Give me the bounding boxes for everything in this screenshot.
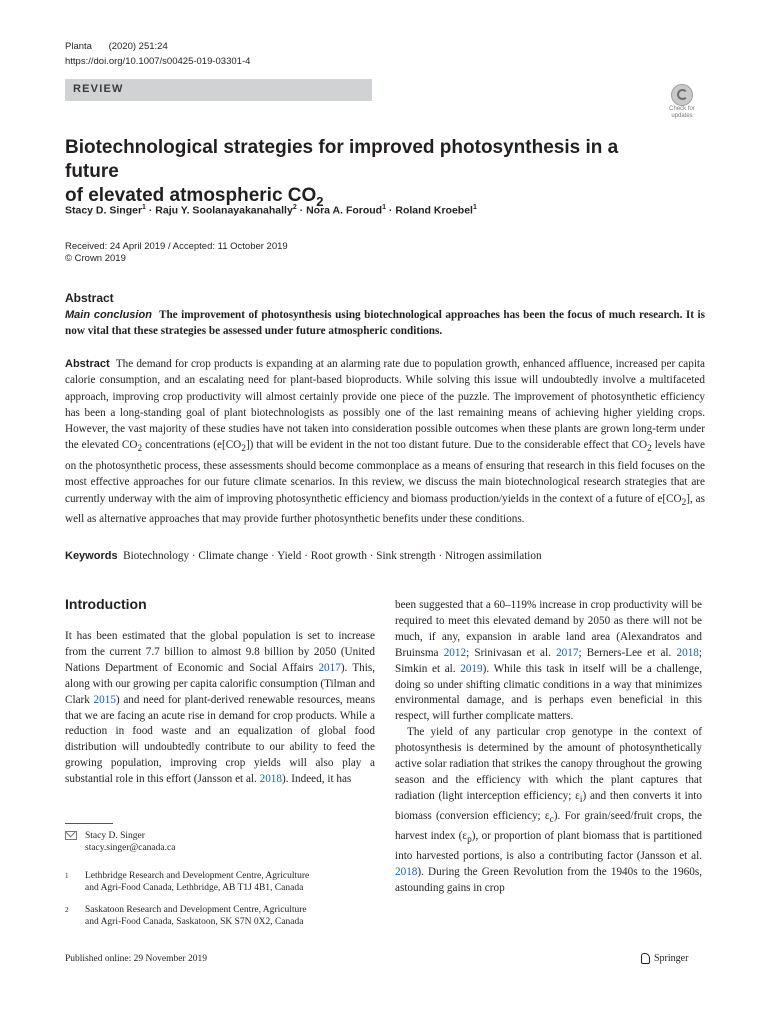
- journal-volume: (2020) 251:24: [108, 41, 168, 52]
- paragraph: The yield of any particular crop genotype in the context of photosynthesis is determined by the amount of photosynthetically active solar radiation that strikes the canopy throughout the growing season and the efficiency with which the plant captures that radiation (light interception efficiency; $\varepsilon_i$) and then converts it into biomass (conversion efficiency; $\varepsilon_c$). For grain/seed/fruit crops, the harvest index $(\varepsilon_p)$, or proportion of plant biomass that is partitioned into harvested portions, is also a contributing factor (Jansson et al. 2018). During the Green Revolution from the 1940s to the 1960s, astounding gains in crop: [395, 726, 702, 895]
- badge-line-1: Check for: [669, 106, 695, 112]
- doi-link[interactable]: https://doi.org/10.1007/s00425-019-03301-4: [65, 56, 251, 67]
- copyright: © Crown 2019: [65, 253, 126, 264]
- citation-link[interactable]: 2012: [443, 646, 467, 659]
- introduction-left-column: It has been estimated that the global population is set to increase from the current 7.7 billion to almost 9.8 billion by 2050 (United Nations Department of Economic and Social Affairs 2017). This, along with our growing per capita calorific consumption (Tilman and Clark 2015) and need for plant-derived renewable resources, means that we are facing an acute rise in demand for crop products. While a reduction in food waste and an equalization of global food distribution will undoubtedly contribute to our ability to feed the growing population, improving crop yields will also play a substantial role in this effort (Jansson et al. 2018). Indeed, it has: [65, 630, 376, 786]
- journal-citation: [65, 40, 168, 53]
- abstract-heading: Abstract: [65, 291, 114, 305]
- introduction-right-column: [395, 598, 702, 897]
- author-name[interactable]: Nora A. Foroud: [306, 204, 383, 217]
- title-line-2: of elevated atmospheric $CO_2$: [65, 185, 324, 209]
- keywords-label: Keywords: [65, 550, 118, 562]
- envelope-icon: [65, 831, 77, 840]
- title-line-1: Biotechnological strategies for improved photosynthesis in a future: [65, 137, 619, 182]
- abstract-label: Abstract: [65, 358, 110, 370]
- badge-line-2: updates: [671, 113, 693, 119]
- main-conclusion-text: The improvement of photosynthesis using biotechnological approaches has been the focus of much research. It is now vital that these strategies be assessed under future atmospheric conditions.: [65, 309, 705, 337]
- author-name[interactable]: Roland Kroebel: [395, 204, 473, 217]
- publisher-name: Springer: [654, 952, 689, 964]
- check-for-updates-icon: [671, 84, 693, 106]
- author-name[interactable]: Stacy D. Singer: [65, 204, 143, 217]
- section-label: REVIEW: [73, 83, 124, 95]
- corresponding-email[interactable]: stacy.singer@canada.ca: [85, 843, 176, 854]
- citation-link[interactable]: 2017: [318, 661, 341, 674]
- author-name[interactable]: Raju Y. Soolanayakanahally: [155, 204, 293, 217]
- citation-link[interactable]: 2019: [460, 662, 483, 675]
- check-for-updates-badge[interactable]: [662, 82, 702, 124]
- main-conclusion-label: Main conclusion: [65, 309, 152, 321]
- abstract-text: Abstract The demand for crop products is expanding at an alarming rate due to population growth, enhanced affluence, increased per capita calorie consumption, and an escalating need for plant-based bioproducts. While solving this issue will undoubtedly involve a multifaceted approach, improving crop productivity will almost certainly provide one piece of the puzzle. The improvement of photosynthetic efficiency has been a long-standing goal of plant biotechnologists as possibly one of the last remaining means of achieving higher yielding crops. However, the vast majority of these studies have not taken into consideration possible outcomes when these plants are grown long-term under the elevated $CO_2$ concentrations $(e[CO_2])$ that will be evident in the not too distant future. Due to the considerable effect that $CO_2$ levels have on the photosynthetic process, these assessments should become commonplace as a means of ensuring that research in this field focuses on the most effective approaches for our future climate scenarios. In this review, we discuss the main biotechnological research strategies that are currently underway with the aim of improving photosynthetic efficiency and biomass production/yields in the context of a future of $e[CO_2]$, as well as alternative approaches that may provide further photosynthetic benefits under these conditions.: [65, 358, 706, 526]
- article-title: [65, 136, 665, 214]
- citation-link[interactable]: 2018: [259, 773, 282, 786]
- paragraph: been suggested that a 60–119% increase in crop productivity will be required to meet this elevated demand by 2050 as there will not be much, if any, expansion in arable land area (Alexandratos and Bruinsma 2012; Srinivasan et al. 2017; Berners-Lee et al. 2018; Simkin et al. 2019). While this task in itself will be a challenge, doing so under shifting climatic conditions in a way that minimizes environmental damage, and is perhaps even beneficial in this respect, will further complicate matters.: [395, 599, 702, 723]
- published-date: Published online: 29 November 2019: [65, 954, 207, 964]
- citation-link[interactable]: 2017: [556, 646, 579, 659]
- footnote-divider: [65, 823, 113, 824]
- keywords: [65, 549, 705, 563]
- publisher-logo: [640, 952, 688, 964]
- main-conclusion: [65, 307, 705, 339]
- springer-horse-icon: [640, 952, 650, 964]
- article-dates: [65, 241, 288, 265]
- journal-name: Planta: [65, 41, 92, 52]
- citation-link[interactable]: 2018: [395, 866, 418, 879]
- citation-link[interactable]: 2018: [676, 646, 699, 659]
- introduction-heading: Introduction: [65, 596, 147, 612]
- citation-link[interactable]: 2015: [93, 693, 116, 706]
- section-bar: [65, 79, 372, 101]
- corresponding-name: Stacy D. Singer: [85, 831, 145, 841]
- received-accepted-dates: Received: 24 April 2019 / Accepted: 11 October 2019: [65, 241, 288, 252]
- author-list: Stacy D. Singer$^1$ · Raju Y. Soolanayakanahally$^2$ · Nora A. Foroud$^1$ · Roland Kroebel$^1$: [65, 204, 477, 217]
- keywords-text: Biotechnology · Climate change · Yield · Root growth · Sink strength · Nitrogen assimilation: [123, 550, 542, 562]
